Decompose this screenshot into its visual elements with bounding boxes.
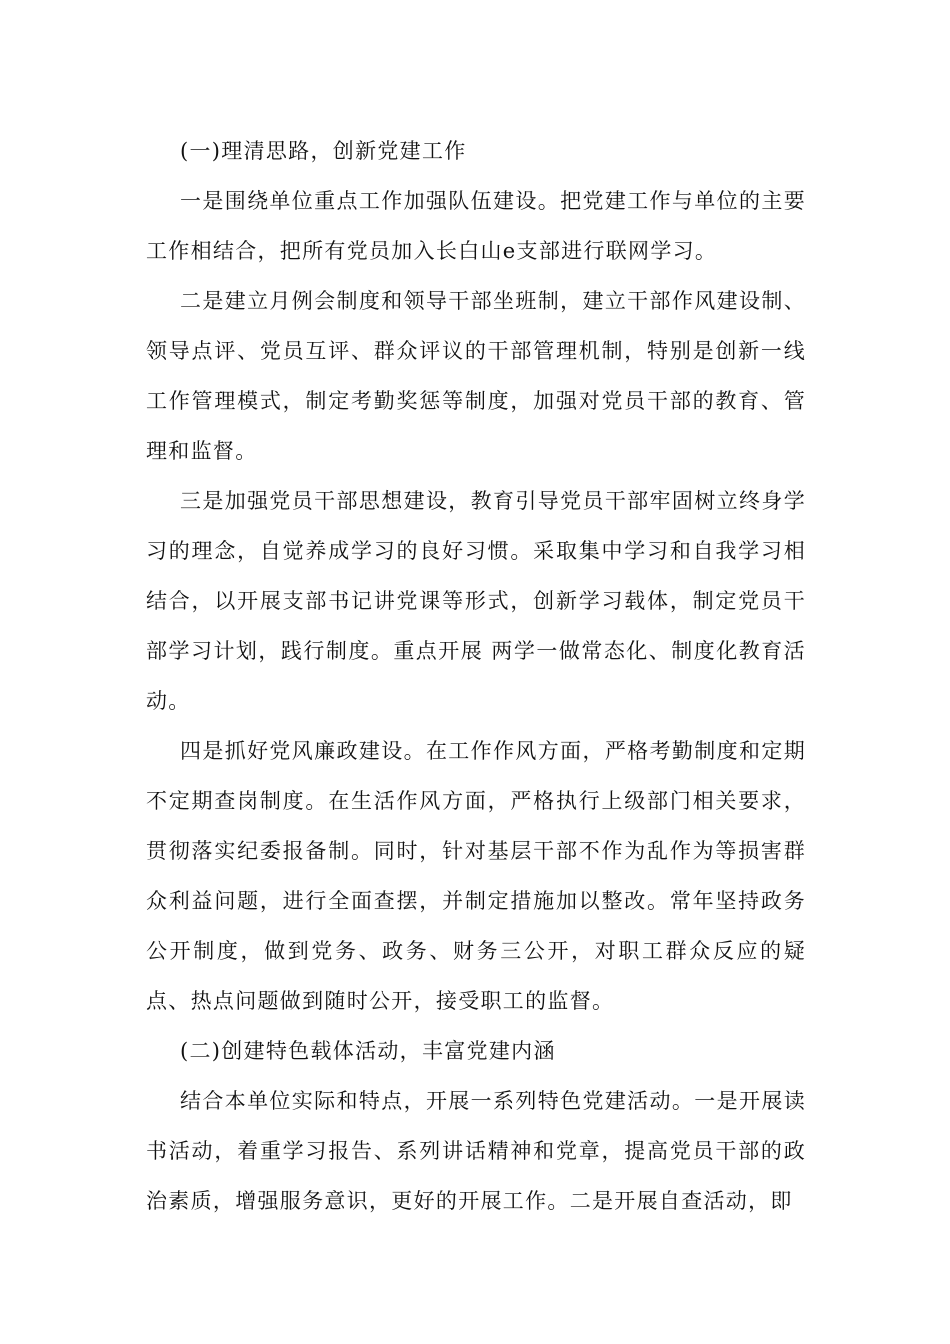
paragraph-2: 二是建立月例会制度和领导干部坐班制，建立干部作风建设制、领导点评、党员互评、群众评议的干部管理机制，特别是创新一线工作管理模式，制定考勤奖惩等制度，加强对党员干部的教育、管理和监督。 <box>146 289 806 463</box>
section-heading-2: (二)创建特色载体活动，丰富党建内涵 <box>180 1039 556 1063</box>
document-body <box>146 126 806 1226</box>
paragraph-5: 结合本单位实际和特点，开展一系列特色党建活动。一是开展读书活动，着重学习报告、系列讲话精神和党章，提高党员干部的政治素质，增强服务意识，更好的开展工作。二是开展自查活动，即 <box>146 1089 806 1213</box>
paragraph-1: 一是围绕单位重点工作加强队伍建设。把党建工作与单位的主要工作相结合，把所有党员加入长白山e支部进行联网学习。 <box>146 189 806 263</box>
section-heading-1: (一)理清思路，创新党建工作 <box>180 139 467 163</box>
paragraph-4: 四是抓好党风廉政建设。在工作作风方面，严格考勤制度和定期不定期查岗制度。在生活作风方面，严格执行上级部门相关要求，贯彻落实纪委报备制。同时，针对基层干部不作为乱作为等损害群众利益问题，进行全面查摆，并制定措施加以整改。常年坚持政务公开制度，做到党务、政务、财务三公开，对职工群众反应的疑点、热点问题做到随时公开，接受职工的监督。 <box>146 739 806 1013</box>
paragraph-3: 三是加强党员干部思想建设，教育引导党员干部牢固树立终身学习的理念，自觉养成学习的良好习惯。采取集中学习和自我学习相结合，以开展支部书记讲党课等形式，创新学习载体，制定党员干部学习计划，践行制度。重点开展 两学一做常态化、制度化教育活动。 <box>146 489 806 713</box>
